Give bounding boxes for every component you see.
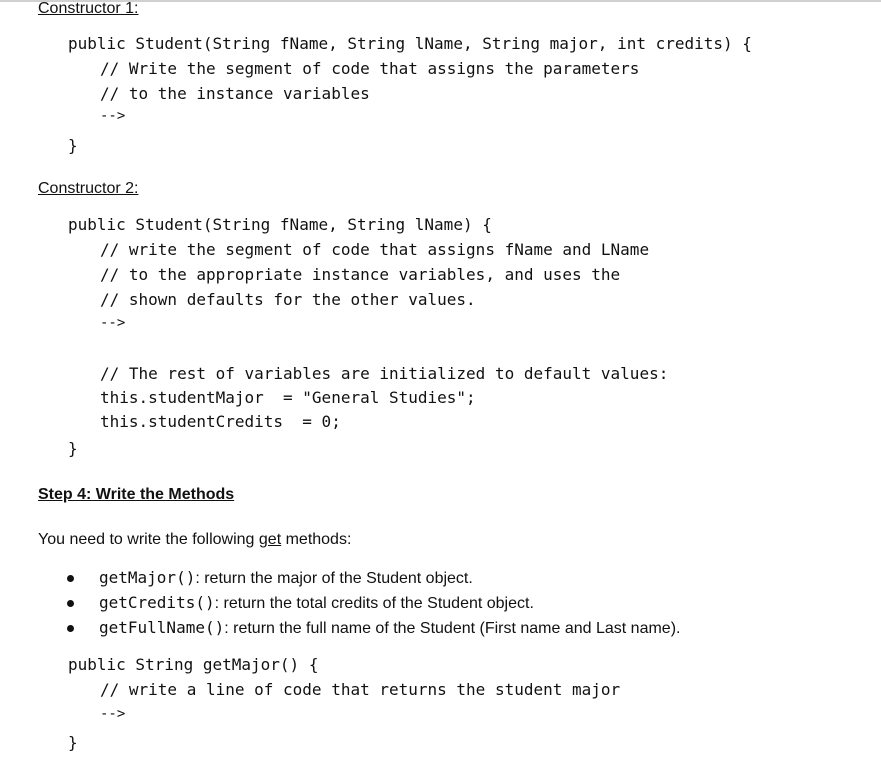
constructor2-comment-3: // shown defaults for the other values. (100, 290, 476, 309)
constructor2-credits-default: this.studentCredits = 0; (100, 412, 341, 431)
bullet-code: getMajor() (99, 568, 196, 587)
bullet-item-get-major (99, 568, 473, 588)
step4-intro-get: get (258, 531, 282, 548)
bullet-text: : return the total credits of the Student object. (214, 595, 534, 612)
step4-intro-after: methods: (281, 531, 352, 548)
constructor2-comment-4: // The rest of variables are initialized to default values: (100, 364, 669, 383)
constructor2-signature: public Student(String fName, String lName) { (68, 215, 492, 234)
bullet-item-get-full-name (99, 618, 680, 638)
constructor1-comment-2: // to the instance variables (100, 84, 370, 103)
constructor2-major-default: this.studentMajor = "General Studies"; (100, 388, 476, 407)
constructor2-comment-1: // write the segment of code that assigns fName and LName (100, 240, 650, 259)
step4-intro (38, 531, 351, 549)
bullet-text: : return the full name of the Student (First name and Last name). (224, 620, 681, 637)
step4-heading: Step 4: Write the Methods (38, 486, 235, 503)
constructor1-comment-1: // Write the segment of code that assigns the parameters (100, 59, 640, 78)
constructor2-label: Constructor 2: (38, 180, 139, 197)
constructor1-signature: public Student(String fName, String lName, String major, int credits) { (68, 34, 752, 53)
bullet-dot (67, 575, 74, 582)
get-major-signature: public String getMajor() { (68, 655, 319, 674)
bullet-dot (67, 600, 74, 607)
constructor2-close-brace: } (68, 439, 78, 458)
constructor2-comment-2: // to the appropriate instance variables, and uses the (100, 265, 621, 284)
step4-intro-before: You need to write the following (38, 531, 259, 548)
bullet-text: : return the major of the Student object. (195, 570, 473, 587)
get-major-close-brace: } (68, 733, 78, 752)
constructor1-close-brace: } (68, 136, 78, 155)
bullet-dot (67, 625, 74, 632)
get-major-arrow: --> (100, 706, 126, 722)
bullet-item-get-credits (99, 593, 534, 613)
constructor1-label: Constructor 1: (38, 0, 139, 17)
constructor1-arrow: --> (100, 108, 126, 124)
constructor2-arrow: --> (100, 315, 126, 331)
bullet-code: getFullName() (99, 618, 225, 637)
get-major-comment: // write a line of code that returns the student major (100, 680, 621, 699)
bullet-code: getCredits() (99, 593, 215, 612)
